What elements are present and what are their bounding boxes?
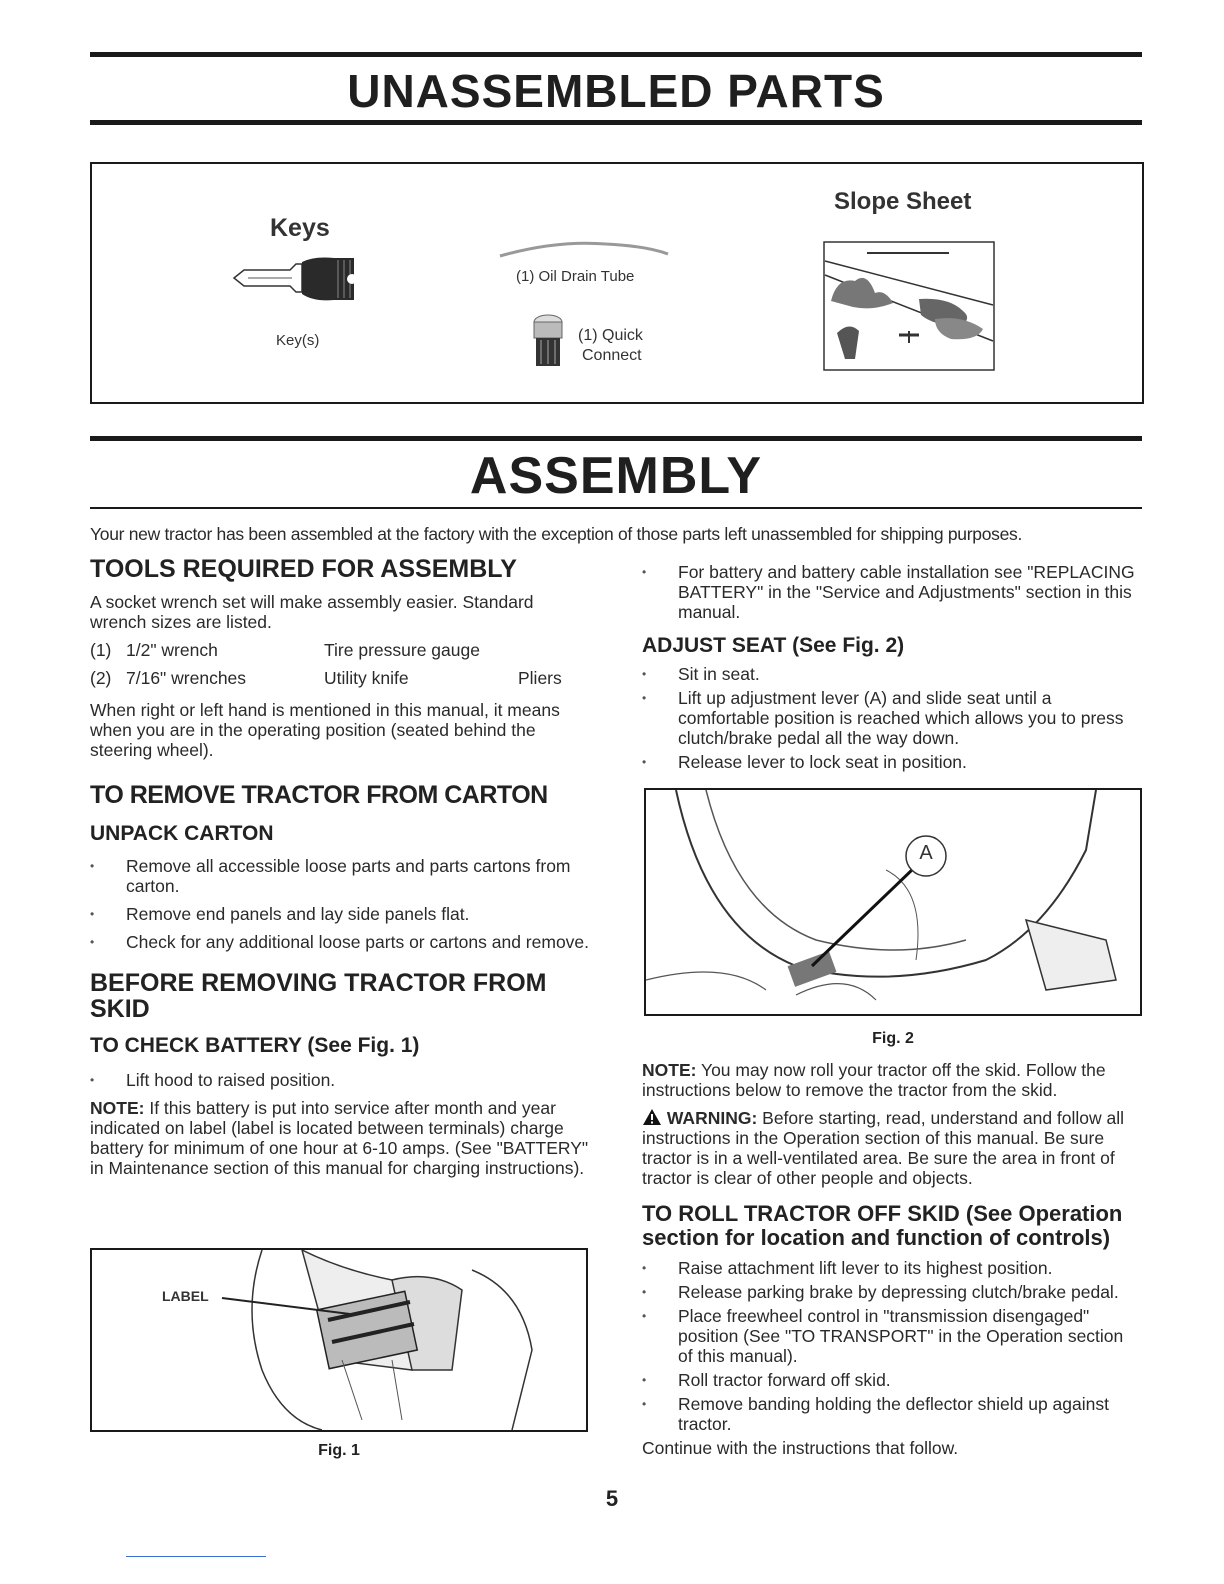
unassembled-title: UNASSEMBLED PARTS bbox=[347, 65, 885, 117]
key-caption: Key(s) bbox=[276, 332, 320, 349]
remove-heading: TO REMOVE TRACTOR FROM CARTON bbox=[90, 781, 548, 809]
quick-connect-icon bbox=[528, 312, 568, 370]
page-number: 5 bbox=[605, 1486, 619, 1511]
fig1-caption: Fig. 1 bbox=[318, 1442, 360, 1459]
tools-row-tool: Utility knife bbox=[324, 668, 409, 688]
list-item: • Remove end panels and lay side panels flat. bbox=[90, 904, 590, 924]
fig1-image bbox=[90, 1248, 588, 1432]
list-item: • Check for any additional loose parts or cartons and remove. bbox=[90, 932, 590, 952]
tools-row-tool: Tire pressure gauge bbox=[324, 640, 480, 660]
before-heading bbox=[90, 970, 590, 1022]
tools-row bbox=[90, 668, 590, 696]
tools-intro: A socket wrench set will make assembly easier. Standard wrench sizes are listed. bbox=[90, 592, 534, 632]
list-item: • Raise attachment lift lever to its highest position. bbox=[642, 1258, 1142, 1278]
before-heading-line1: BEFORE REMOVING TRACTOR FROM bbox=[90, 969, 547, 997]
list-item: • Lift hood to raised position. bbox=[90, 1070, 590, 1090]
tools-row-num: (2) bbox=[90, 668, 112, 688]
continue-text: Continue with the instructions that follow. bbox=[642, 1438, 959, 1458]
warning-label: WARNING: bbox=[666, 1108, 758, 1128]
tools-row-wrench: 7/16" wrenches bbox=[126, 668, 247, 688]
right-column-bottom bbox=[642, 1060, 1142, 1458]
list-item: • Lift up adjustment lever (A) and slide seat until a comfortable position is reached which allows you to press clutch/brake pedal all the way down. bbox=[642, 688, 1142, 748]
footer-link-underline bbox=[126, 1556, 266, 1557]
quick-connect-line2: Connect bbox=[582, 347, 642, 364]
fig2-image bbox=[644, 788, 1142, 1016]
battery-cable-list bbox=[642, 562, 1142, 622]
unassembled-title-underline bbox=[90, 120, 1142, 125]
battery-illustration bbox=[92, 1250, 586, 1430]
tools-table bbox=[90, 640, 590, 696]
warning-block bbox=[642, 1108, 1142, 1188]
quick-connect-label bbox=[578, 326, 643, 366]
tools-row bbox=[90, 640, 590, 668]
list-item: • Release lever to lock seat in position. bbox=[642, 752, 1142, 772]
list-item: • Remove banding holding the deflector shield up against tractor. bbox=[642, 1394, 1142, 1434]
right-column-top bbox=[642, 562, 1142, 776]
roll-list bbox=[642, 1258, 1142, 1434]
seat-illustration bbox=[646, 790, 1140, 1014]
assembly-top-rule bbox=[90, 436, 1142, 441]
roll-heading: TO ROLL TRACTOR OFF SKID (See Operation section for location and function of controls) bbox=[642, 1201, 1123, 1250]
battery-note-text: If this battery is put into service after month and year indicated on label (label is located between terminals) charge battery for minimum of one hour at 6-10 amps. (See "BATTERY" in Maintenance section of this manual for charging instructions). bbox=[90, 1098, 589, 1178]
list-item: • Place freewheel control in "transmission disengaged" position (See "TO TRANSPORT" in the Operation section of this manual). bbox=[642, 1306, 1142, 1366]
list-item: • Roll tractor forward off skid. bbox=[642, 1370, 1142, 1390]
slope-sheet-heading: Slope Sheet bbox=[834, 188, 972, 215]
seat-list bbox=[642, 664, 1142, 772]
before-heading-line2: SKID bbox=[90, 995, 150, 1023]
oil-drain-tube-icon bbox=[496, 238, 676, 262]
list-item: • Release parking brake by depressing clutch/brake pedal. bbox=[642, 1282, 1142, 1302]
warning-text: Before starting, read, understand and follow all instructions in the Operation section of this manual. Be sure tractor is in a well-ventilated area. Be sure the area in front of tractor is clear of other people and objects. bbox=[642, 1108, 1125, 1188]
battery-note-label: NOTE: bbox=[90, 1098, 145, 1118]
skid-note bbox=[642, 1060, 1142, 1100]
parts-box bbox=[90, 162, 1144, 404]
unpack-list bbox=[90, 856, 590, 952]
battery-note bbox=[90, 1098, 590, 1178]
list-item: • For battery and battery cable installation see "REPLACING BATTERY" in the "Service and Adjustments" section in this manual. bbox=[642, 562, 1142, 622]
list-item: • Sit in seat. bbox=[642, 664, 1142, 684]
warning-icon bbox=[642, 1108, 662, 1126]
fig1-label: LABEL bbox=[162, 1288, 209, 1304]
tools-row-extra: Pliers bbox=[518, 668, 562, 688]
list-item: • Remove all accessible loose parts and parts cartons from carton. bbox=[90, 856, 590, 896]
top-rule bbox=[90, 52, 1142, 57]
fig2-callout: A bbox=[919, 842, 933, 864]
assembly-title-underline bbox=[90, 507, 1142, 509]
skid-note-label: NOTE: bbox=[642, 1060, 697, 1080]
quick-connect-line1: (1) Quick bbox=[578, 327, 643, 344]
battery-heading: TO CHECK BATTERY (See Fig. 1) bbox=[90, 1034, 420, 1057]
tools-row-num: (1) bbox=[90, 640, 112, 660]
skid-note-text: You may now roll your tractor off the skid. Follow the instructions below to remove the tractor from the skid. bbox=[642, 1060, 1106, 1100]
key-icon bbox=[230, 254, 360, 304]
assembly-title: ASSEMBLY bbox=[469, 447, 763, 505]
keys-heading: Keys bbox=[270, 214, 330, 242]
unpack-heading: UNPACK CARTON bbox=[90, 822, 274, 845]
battery-list bbox=[90, 1070, 590, 1090]
seat-heading: ADJUST SEAT (See Fig. 2) bbox=[642, 634, 905, 657]
tools-heading: TOOLS REQUIRED FOR ASSEMBLY bbox=[90, 555, 517, 583]
hand-note: When right or left hand is mentioned in this manual, it means when you are in the operating position (seated behind the steering wheel). bbox=[90, 700, 560, 760]
fig2-caption: Fig. 2 bbox=[872, 1030, 914, 1047]
slope-sheet-image bbox=[823, 241, 995, 371]
assembly-intro: Your new tractor has been assembled at the factory with the exception of those parts left unassembled for shipping purposes. bbox=[90, 524, 1023, 544]
oil-drain-tube-label: (1) Oil Drain Tube bbox=[516, 268, 635, 285]
left-column bbox=[90, 556, 590, 1178]
tools-row-wrench: 1/2" wrench bbox=[126, 640, 218, 660]
